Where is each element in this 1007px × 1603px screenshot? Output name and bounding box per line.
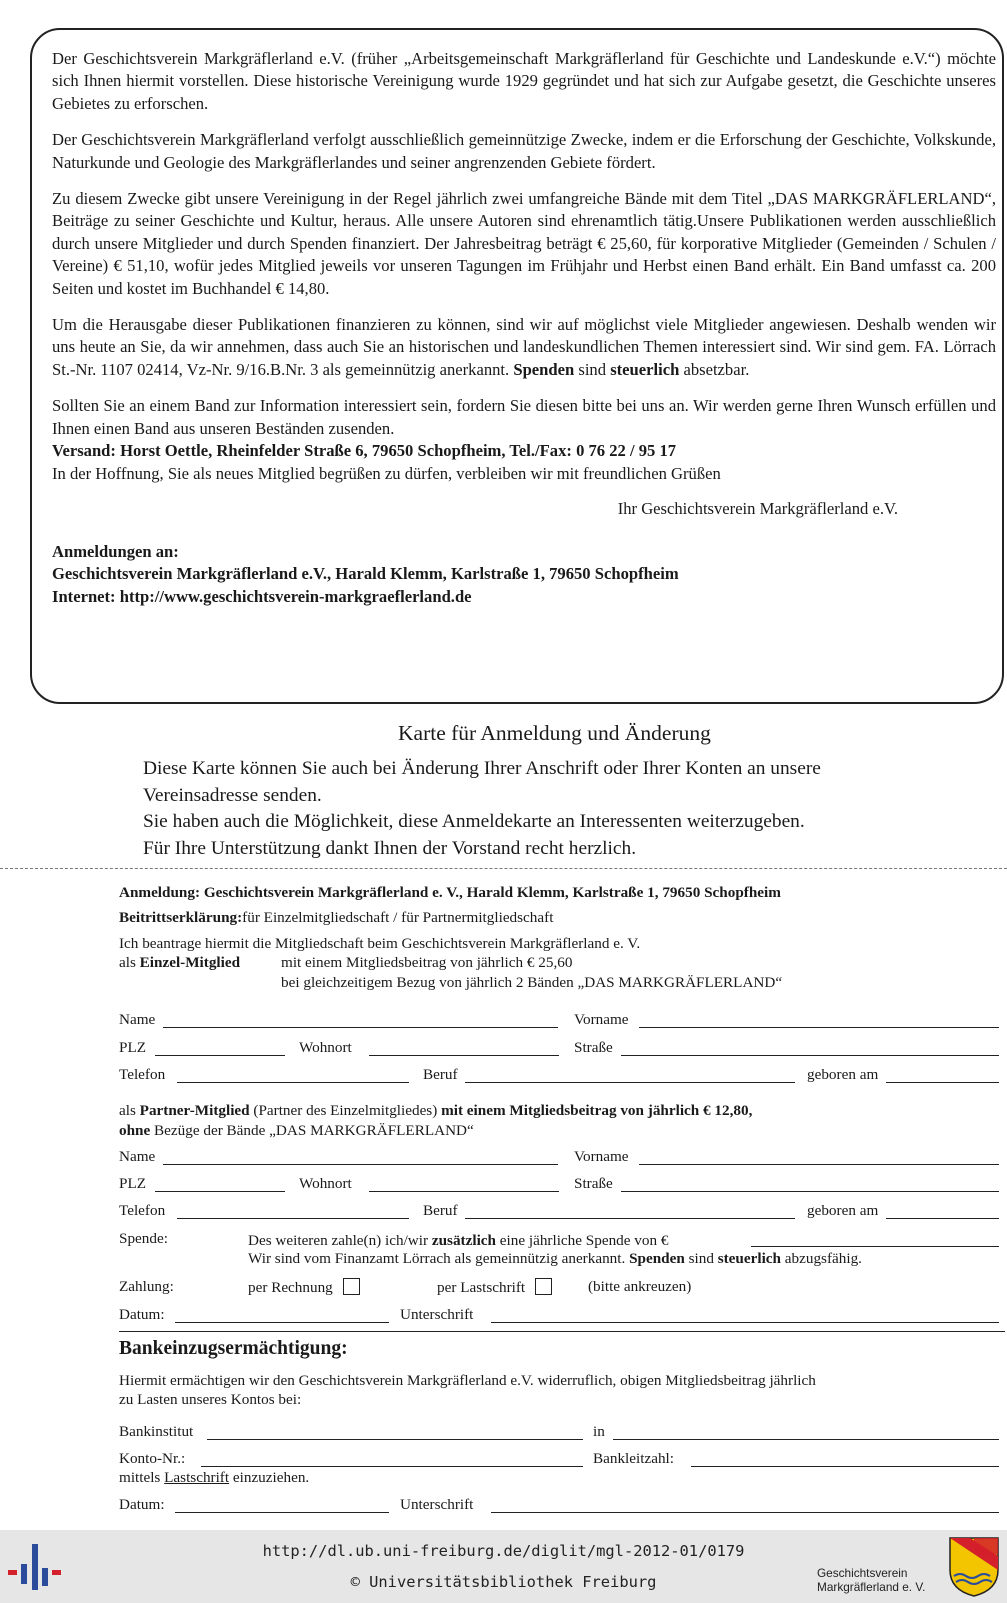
partner-strasse-label: Straße: [574, 1175, 613, 1192]
absetzbar-text: absetzbar.: [679, 359, 750, 379]
partner-label: Partner-Mitglied: [139, 1102, 250, 1119]
lastschrift-option: [437, 1278, 552, 1297]
wohnort-label: Wohnort: [299, 1039, 352, 1056]
steuerlich-bold-2: steuerlich: [717, 1250, 781, 1267]
coat-of-arms-icon: [948, 1536, 1000, 1598]
versand-line: Versand: Horst Oettle, Rheinfelder Straße 6, 79650 Schopfheim, Tel./Fax: 0 76 22 / 95 17: [52, 441, 677, 461]
partner-geboren-label: geboren am: [807, 1202, 879, 1219]
wohnort-field[interactable]: [369, 1055, 559, 1056]
spende-label: Spende:: [119, 1230, 168, 1247]
konto-label: Konto-Nr.:: [119, 1450, 186, 1467]
partner-line: [119, 1102, 752, 1120]
datum-field[interactable]: [175, 1322, 389, 1323]
form-header: Anmeldung: Geschichtsverein Markgräflerland e. V., Harald Klemm, Karlstraße 1, 79650 Schopfheim: [119, 884, 781, 901]
geboren-label: geboren am: [807, 1066, 879, 1083]
vorname-field[interactable]: [639, 1027, 999, 1028]
einzuziehen-text: einzuziehen.: [229, 1469, 310, 1486]
name-label: Name: [119, 1011, 156, 1028]
intro-paragraph: Der Geschichtsverein Markgräflerland e.V. (früher „Arbeitsgemeinschaft Markgräflerland für Geschichte und Landeskunde e.V.“) möchte sich Ihnen hiermit vorstellen. Diese historische Vereinigung wurde 1929 gegründet und hat sich zur Aufgabe gesetzt, die Geschichte unseres Gebietes zu erforschen.: [52, 49, 996, 113]
name-field[interactable]: [163, 1027, 558, 1028]
footer-copyright: © Universitätsbibliothek Freiburg: [350, 1573, 657, 1591]
blz-label: Bankleitzahl:: [593, 1450, 674, 1467]
closing-line: In der Hoffnung, Sie als neues Mitglied begrüßen zu dürfen, verbleiben wir mit freundlichen Grüßen: [52, 463, 721, 483]
bankinstitut-label: Bankinstitut: [119, 1423, 194, 1440]
abzugsfaehig-text: abzugsfähig.: [780, 1250, 862, 1267]
sind-text: sind: [574, 359, 611, 379]
sind-text-2: sind: [684, 1250, 718, 1267]
bank-datum-field[interactable]: [175, 1512, 389, 1513]
footer-org: [817, 1566, 925, 1594]
als-text: als: [119, 954, 140, 971]
partner-als: als: [119, 1102, 140, 1119]
partner-vorname-label: Vorname: [574, 1148, 629, 1165]
beruf-field[interactable]: [465, 1082, 795, 1083]
finanzamt-text: Wir sind vom Finanzamt Lörrach als gemeinnützig anerkannt.: [248, 1250, 630, 1267]
rechnung-option: [248, 1278, 360, 1297]
bitte-ankreuzen: (bitte ankreuzen): [588, 1278, 692, 1295]
apply-line: Ich beantrage hiermit die Mitgliedschaft beim Geschichtsverein Markgräflerland e. V.: [119, 935, 641, 952]
card-title: Karte für Anmeldung und Änderung: [398, 721, 711, 745]
request-paragraph: Sollten Sie an einem Band zur Information interessiert sein, fordern Sie diesen bitte bei uns an. Wir werden gerne Ihren Wunsch erfüllen und Ihnen einen Band aus unseren Beständen zusenden.: [52, 396, 996, 438]
ohne-bold: ohne: [119, 1122, 151, 1139]
spende-text-a: Des weiteren zahle(n) ich/wir: [248, 1232, 432, 1249]
members-paragraph: [52, 314, 996, 381]
bank-datum-label: Datum:: [119, 1496, 165, 1513]
rechnung-label: per Rechnung: [248, 1279, 333, 1296]
telefon-label: Telefon: [119, 1066, 166, 1083]
spende-line1: [248, 1232, 668, 1250]
einzel-fee: mit einem Mitgliedsbeitrag von jährlich € 25,60: [281, 954, 573, 971]
registration-internet: Internet: http://www.geschichtsverein-markgraeflerland.de: [52, 586, 472, 606]
rechnung-checkbox[interactable]: [343, 1278, 360, 1295]
partner-name-field[interactable]: [163, 1164, 558, 1165]
beitritt-label: Beitrittserklärung:: [119, 909, 243, 926]
in-label: in: [593, 1423, 605, 1440]
partner-geboren-field[interactable]: [886, 1218, 999, 1219]
partner-beruf-label: Beruf: [423, 1202, 458, 1219]
spende-amount-field[interactable]: [751, 1246, 999, 1247]
card-intro-line: Diese Karte können Sie auch bei Änderung Ihrer Anschrift oder Ihrer Konten an unsere: [143, 758, 821, 779]
lastschrift-underlined: Lastschrift: [164, 1469, 230, 1486]
cut-line: [0, 868, 1007, 869]
partner-paren: (Partner des Einzelmitgliedes): [249, 1102, 442, 1119]
footer-url[interactable]: http://dl.ub.uni-freiburg.de/diglit/mgl-2012-01/0179: [262, 1542, 745, 1560]
registration-address: Geschichtsverein Markgräflerland e.V., Harald Klemm, Karlstraße 1, 79650 Schopfheim: [52, 564, 679, 584]
einzel-label: Einzel-Mitglied: [139, 954, 241, 971]
bank-city-field[interactable]: [613, 1439, 999, 1440]
partner-vorname-field[interactable]: [639, 1164, 999, 1165]
partner-plz-label: PLZ: [119, 1175, 147, 1192]
members-text: Um die Herausgabe dieser Publikationen finanzieren zu können, sind wir auf möglichst viele Mitglieder angewiesen. Deshalb wenden wir uns heute an Sie, da wir annehmen, dass auch Sie an historischen und landeskundlichen Themen interessiert sind. Wir sind gem. FA. Lörrach St.-Nr. 1107 02414, Vz-Nr. 9/16.B.Nr. 3 als gemeinnützig anerkannt.: [52, 315, 996, 379]
bank-title: Bankeinzugsermächtigung:: [119, 1338, 348, 1359]
signature: Ihr Geschichtsverein Markgräflerland e.V.: [617, 498, 898, 518]
spenden-bold: Spenden: [513, 359, 575, 379]
bank-unterschrift-field[interactable]: [491, 1512, 999, 1513]
ohne-rest: Bezüge der Bände „DAS MARKGRÄFLERLAND“: [150, 1122, 474, 1139]
blz-field[interactable]: [691, 1466, 999, 1467]
mittels-line: [119, 1469, 309, 1487]
zahlung-label: Zahlung:: [119, 1278, 174, 1295]
steuerlich-bold: steuerlich: [610, 359, 680, 379]
einzel-baende: bei gleichzeitigem Bezug von jährlich 2 Bänden „DAS MARKGRÄFLERLAND“: [281, 974, 783, 991]
footer-org-line2: Markgräflerland e. V.: [817, 1580, 926, 1594]
info-box-content: [52, 48, 996, 608]
bankinstitut-field[interactable]: [207, 1439, 583, 1440]
footer: [0, 1530, 1007, 1603]
form-divider: [119, 1331, 1005, 1332]
partner-beruf-field[interactable]: [465, 1218, 795, 1219]
datum-label: Datum:: [119, 1306, 165, 1323]
beruf-label: Beruf: [423, 1066, 458, 1083]
lastschrift-label: per Lastschrift: [437, 1279, 526, 1296]
card-intro-line: Vereinsadresse senden.: [143, 784, 322, 806]
strasse-label: Straße: [574, 1039, 613, 1056]
bank-text-1: Hiermit ermächtigen wir den Geschichtsverein Markgräflerland e.V. widerruflich, obigen Mitgliedsbeitrag jährlich: [119, 1372, 816, 1389]
vorname-label: Vorname: [574, 1011, 629, 1028]
bank-unterschrift-label: Unterschrift: [400, 1496, 474, 1513]
partner-wohnort-field[interactable]: [369, 1191, 559, 1192]
lastschrift-checkbox[interactable]: [535, 1278, 552, 1295]
unterschrift-label: Unterschrift: [400, 1306, 474, 1323]
partner-telefon-field[interactable]: [177, 1218, 409, 1219]
geboren-field[interactable]: [886, 1082, 999, 1083]
einzel-line: [119, 954, 240, 972]
konto-field[interactable]: [201, 1466, 583, 1467]
partner-fee: mit einem Mitgliedsbeitrag von jährlich € 12,80,: [441, 1102, 753, 1119]
plz-label: PLZ: [119, 1039, 147, 1056]
partner-strasse-field[interactable]: [621, 1191, 999, 1192]
publication-paragraph: Zu diesem Zwecke gibt unsere Vereinigung in der Regel jährlich zwei umfangreiche Bände mit dem Titel „DAS MARKGRÄFLERLAND“, Beiträge zu seiner Geschichte und Kultur, heraus. Alle unsere Autoren sind ehrenamtlich tätig.Unsere Publikationen werden ausschließlich durch unsere Mitglieder und durch Spenden finanziert. Der Jahresbeitrag beträgt € 25,60, für korporative Mitglieder (Gemeinden / Schulen / Vereine) € 51,10, wofür jedes Mitglied jeweils vor unseren Tagungen im Frühjahr und Herbst einen Band erhält. Ein Band umfasst ca. 200 Seiten und kostet im Buchhandel € 14,80.: [52, 189, 996, 298]
telefon-field[interactable]: [177, 1082, 409, 1083]
spende-line2: [248, 1250, 862, 1268]
purpose-paragraph: Der Geschichtsverein Markgräflerland verfolgt ausschließlich gemeinnützige Zwecke, indem er die Erforschung der Geschichte, Volkskunde, Naturkunde und Geologie des Markgräflerlandes und seiner angrenzenden Gebiete fördert.: [52, 130, 996, 172]
strasse-field[interactable]: [621, 1055, 999, 1056]
info-box: [30, 28, 1004, 704]
footer-org-line1: Geschichtsverein: [817, 1566, 908, 1580]
zusaetzlich-bold: zusätzlich: [431, 1232, 496, 1249]
spenden-bold-2: Spenden: [629, 1250, 685, 1267]
partner-telefon-label: Telefon: [119, 1202, 166, 1219]
registration-block: [52, 541, 996, 608]
beitritt-options: für Einzelmitgliedschaft / für Partnermitgliedschaft: [242, 909, 554, 926]
beitritt-line: [119, 909, 553, 927]
card-intro-line: Für Ihre Unterstützung dankt Ihnen der Vorstand recht herzlich.: [143, 838, 637, 860]
registration-label: Anmeldungen an:: [52, 541, 179, 561]
unterschrift-field[interactable]: [491, 1322, 999, 1323]
card-intro-line: Sie haben auch die Möglichkeit, diese Anmeldekarte an Interessenten weiterzugeben.: [143, 811, 805, 833]
spende-text-b: eine jährliche Spende von €: [495, 1232, 669, 1249]
partner-name-label: Name: [119, 1148, 156, 1165]
bank-text-2: zu Lasten unseres Kontos bei:: [119, 1391, 302, 1408]
ohne-line: [119, 1122, 474, 1140]
card-intro: [143, 756, 973, 863]
mittels-text: mittels: [119, 1469, 165, 1486]
partner-plz-field[interactable]: [155, 1191, 285, 1192]
plz-field[interactable]: [155, 1055, 285, 1056]
partner-wohnort-label: Wohnort: [299, 1175, 352, 1192]
